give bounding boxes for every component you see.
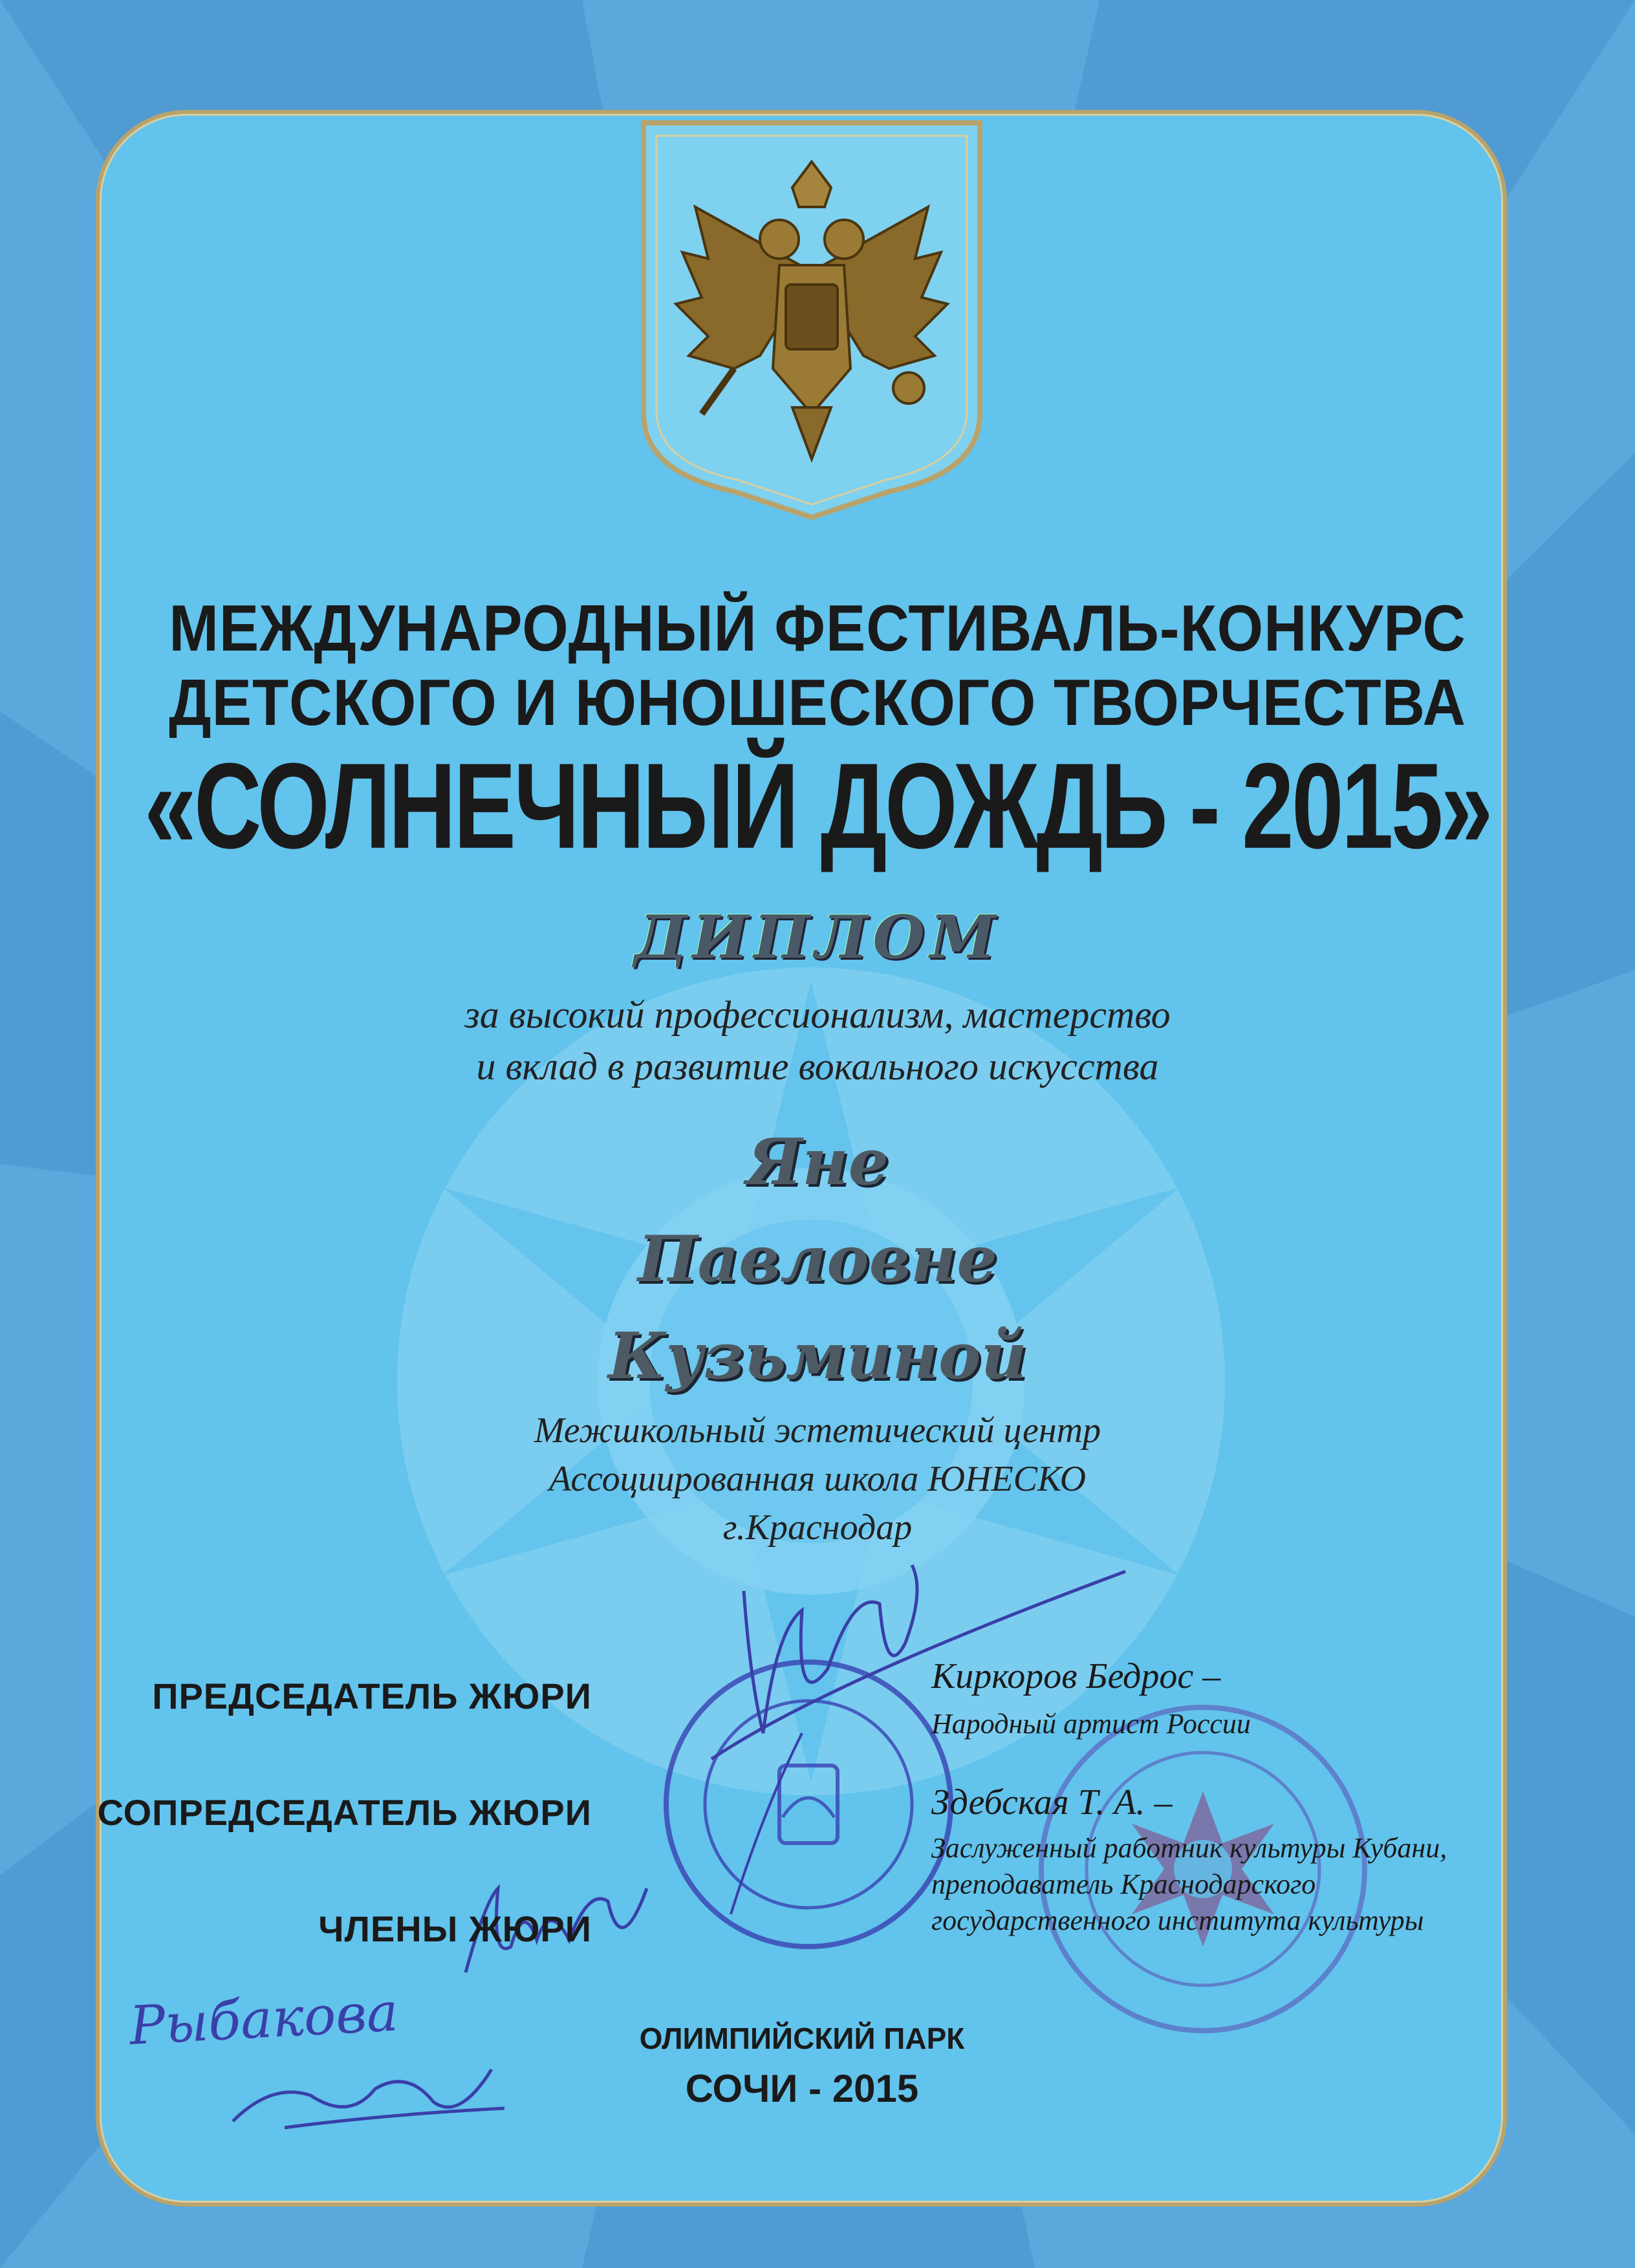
member-signature-name: Рыбакова	[127, 1982, 400, 2057]
jury-chair-label: ПРЕДСЕДАТЕЛЬ ЖЮРИ	[152, 1676, 592, 1716]
jury-members-label: ЧЛЕНЫ ЖЮРИ	[318, 1908, 592, 1949]
festival-title-line2: ДЕТСКОГО И ЮНОШЕСКОГО ТВОРЧЕСТВА	[169, 666, 1466, 740]
city-year: СОЧИ - 2015	[685, 2067, 919, 2110]
cochair-name: Здебская Т. А. –	[931, 1782, 1173, 1822]
chair-name: Киркоров Бедрос –	[931, 1656, 1221, 1696]
award-reason-line1: за высокий профессионализм, мастерство	[464, 993, 1171, 1036]
jury-cochair-label: СОПРЕДСЕДАТЕЛЬ ЖЮРИ	[97, 1792, 592, 1833]
coat-of-arms-icon	[631, 110, 993, 524]
cochair-title-line2: преподаватель Краснодарского	[931, 1868, 1316, 1900]
cochair-title	[931, 1830, 1513, 1939]
festival-name: «СОЛНЕЧНЫЙ ДОЖДЬ - 2015»	[144, 737, 1491, 874]
chair-title: Народный артист России	[931, 1708, 1251, 1740]
award-reason-line2: и вклад в развитие вокального искусства	[476, 1045, 1159, 1088]
recipient-last-name: Кузьминой	[608, 1319, 1027, 1394]
cochair-title-line3: государственного института культуры	[931, 1905, 1424, 1936]
venue: ОЛИМПИЙСКИЙ ПАРК	[639, 2022, 965, 2055]
organization-line1: Межшкольный эстетический центр	[534, 1410, 1101, 1451]
diploma-title: ДИПЛОМ	[634, 902, 1001, 972]
recipient-first-name: Яне	[746, 1125, 889, 1200]
member-signature-second	[220, 2044, 517, 2141]
cochair-title-line1: Заслуженный работник культуры Кубани,	[931, 1832, 1447, 1864]
festival-title-line1: МЕЖДУНАРОДНЫЙ ФЕСТИВАЛЬ-КОНКУРС	[169, 592, 1466, 665]
organization-city: г.Краснодар	[722, 1507, 913, 1548]
organization-line2: Ассоциированная школа ЮНЕСКО	[548, 1459, 1087, 1499]
recipient-patronymic: Павловне	[638, 1222, 997, 1297]
